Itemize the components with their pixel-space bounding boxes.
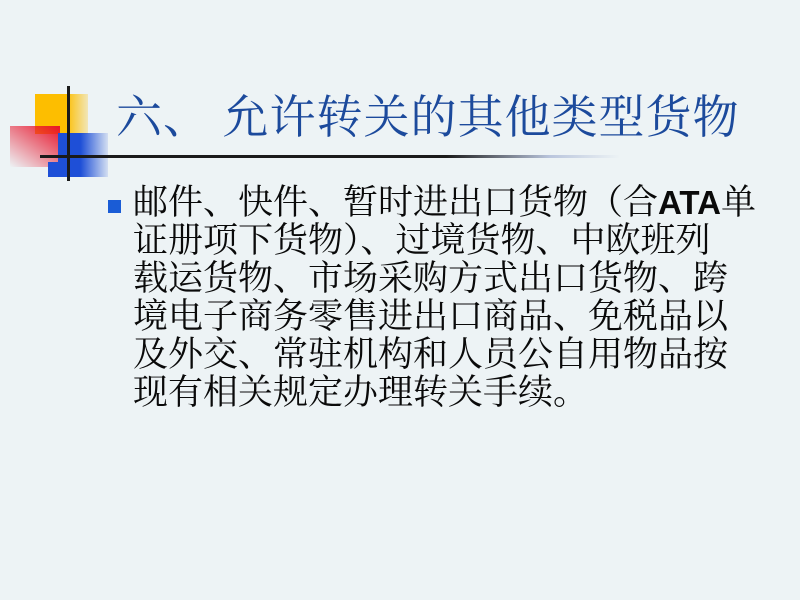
body-line: 现有相关规定办理转关手续。 xyxy=(133,373,589,412)
title-underline xyxy=(40,155,620,158)
body-line: 载运货物、市场采购方式出口货物、跨 xyxy=(133,259,729,298)
slide-title: 六、 允许转关的其他类型货物 xyxy=(116,92,740,143)
deco-blue-small-square xyxy=(48,162,77,177)
bullet-paragraph xyxy=(133,183,756,412)
body-line: 证册项下货物）、过境货物、中欧班列 xyxy=(133,221,711,260)
body-line: 境电子商务零售进出口商品、免税品以 xyxy=(133,297,729,336)
body-line: 及外交、常驻机构和人员公自用物品按 xyxy=(133,335,729,374)
latin-text: ATA xyxy=(658,184,721,221)
deco-red-square xyxy=(10,126,60,167)
body-line: 邮件、快件、暂时进出口货物（合ATA单 xyxy=(133,183,756,222)
bullet-square-icon xyxy=(108,200,121,213)
deco-vertical-line xyxy=(67,86,70,181)
